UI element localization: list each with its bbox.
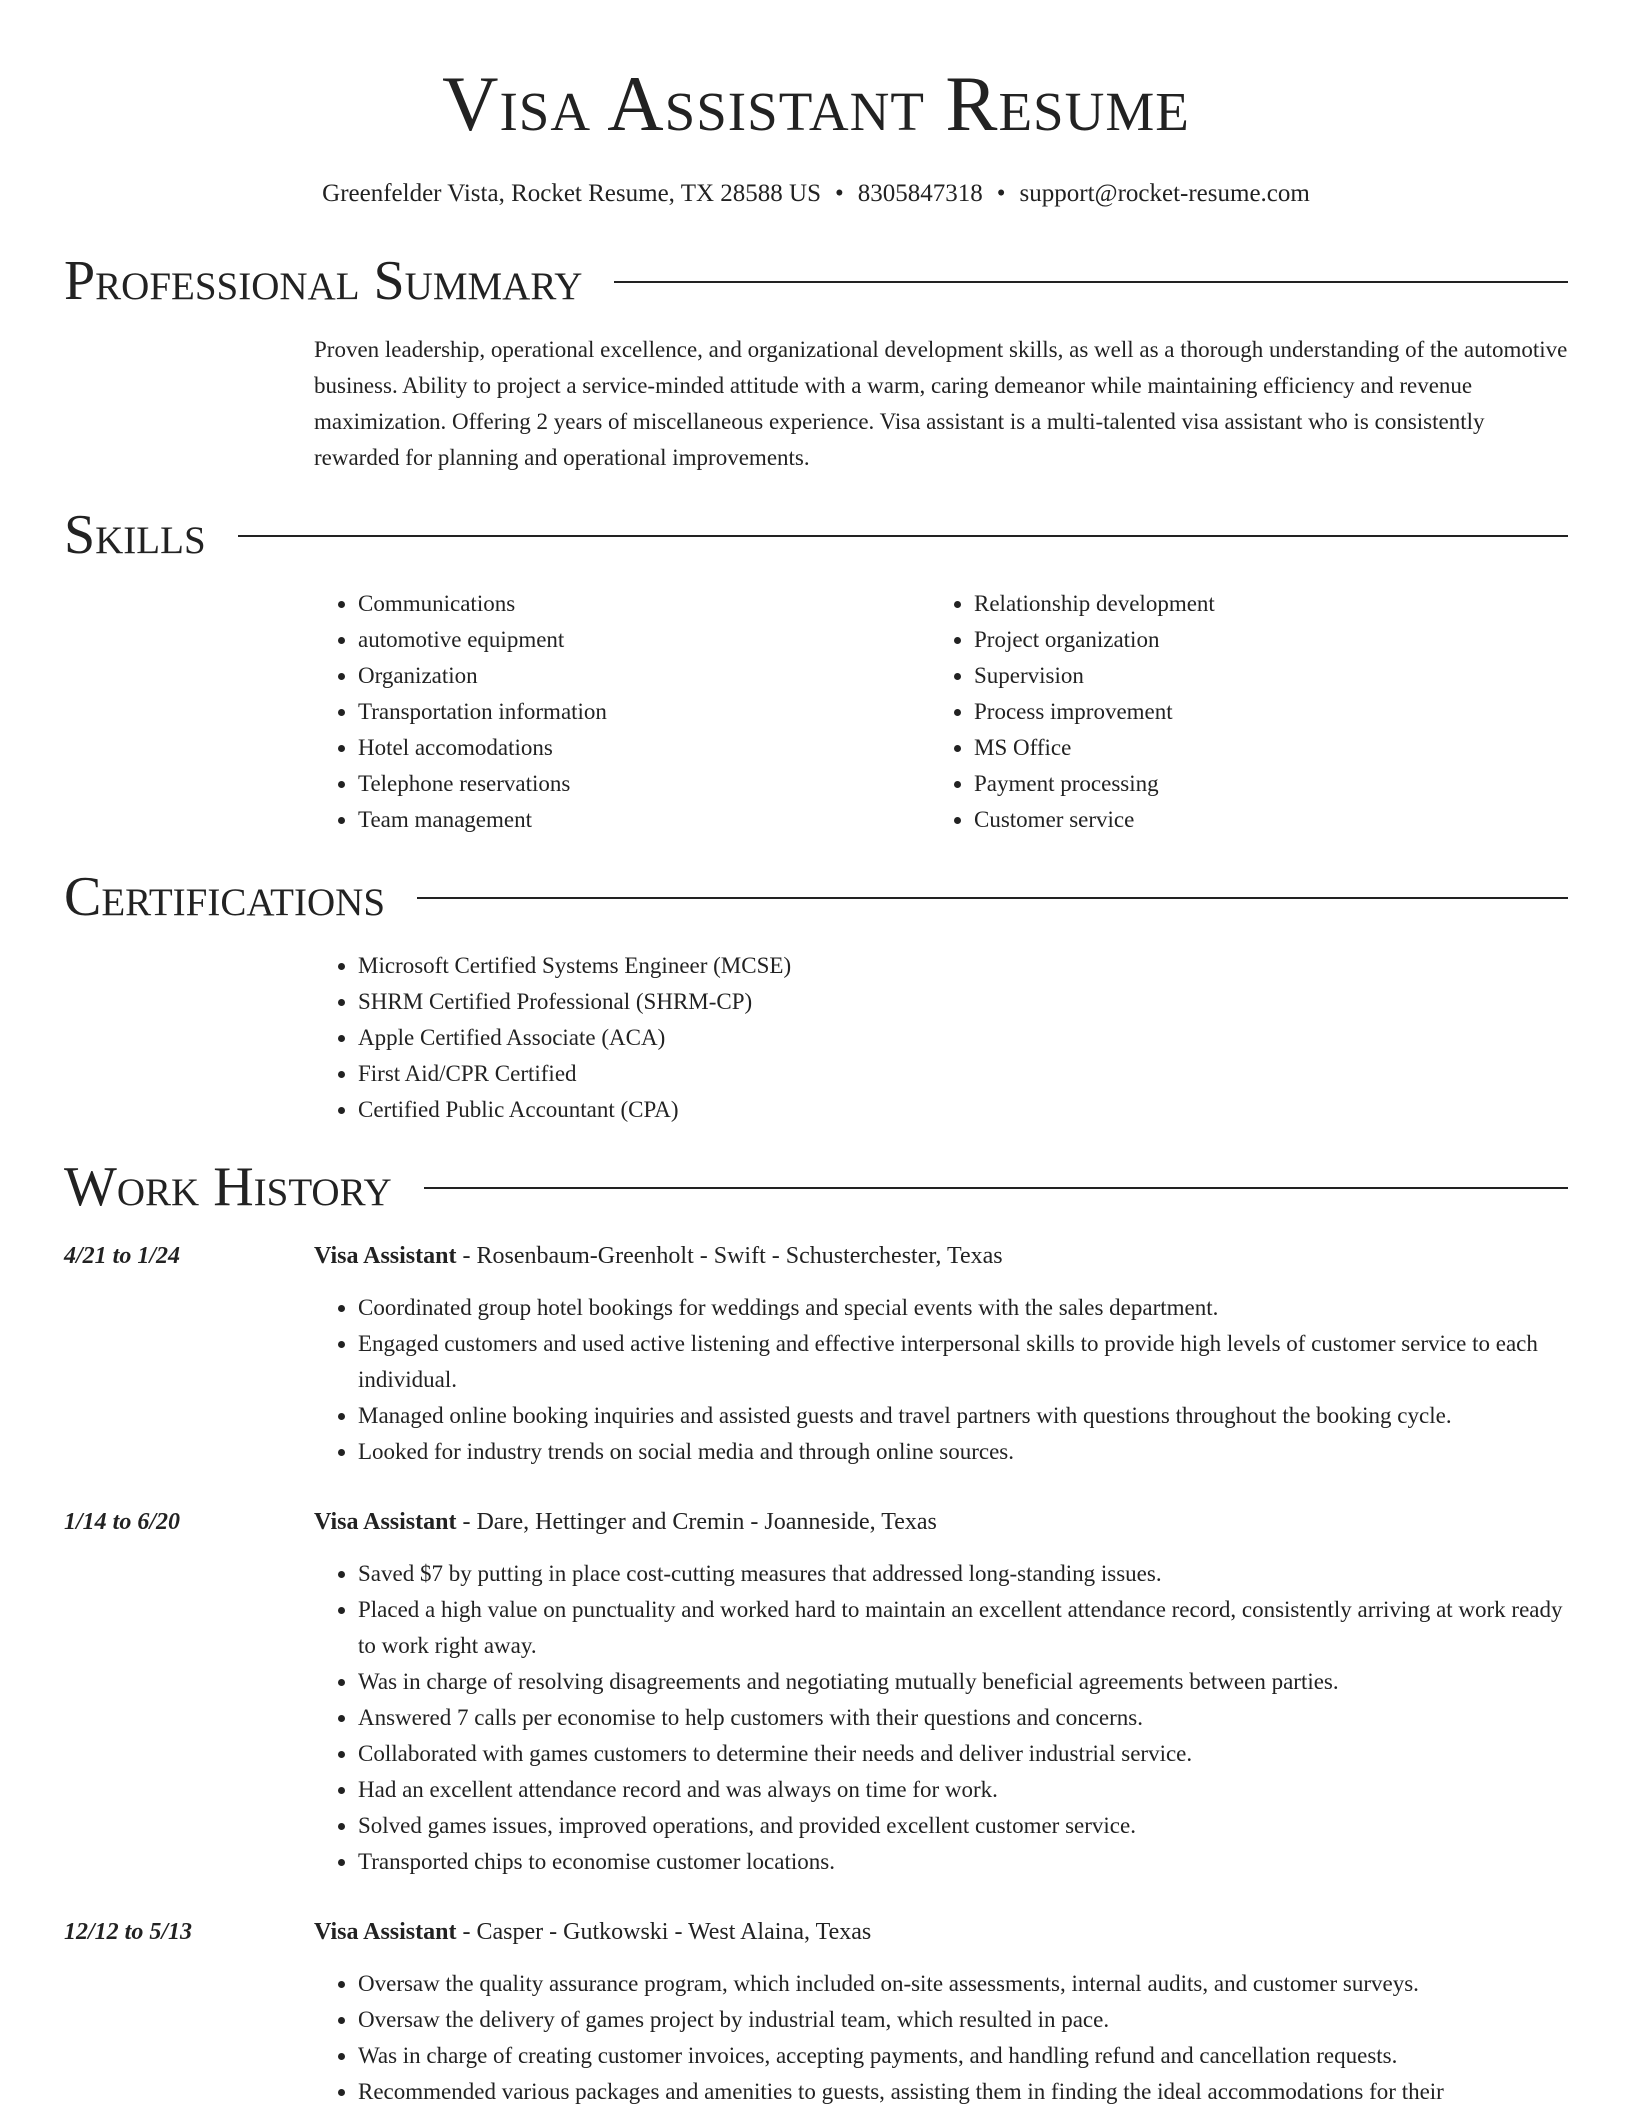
skills-column-left <box>314 586 930 838</box>
resume-title: Visa Assistant Resume <box>442 60 1190 147</box>
list-item: • Apple Certified Associate (ACA) <box>358 1020 1568 1056</box>
list-item: • MS Office <box>974 730 1546 766</box>
list-item: • Was in charge of creating customer invoices, accepting payments, and handling refund and cancellation requests. <box>358 2038 1568 2074</box>
job-role <box>314 1238 1568 1274</box>
list-item: • Payment processing <box>974 766 1546 802</box>
list-item: • Saved $7 by putting in place cost-cutting measures that addressed long-standing issues. <box>358 1556 1568 1592</box>
section-rule <box>417 897 1568 899</box>
list-item: • Team management <box>358 802 930 838</box>
job-dates: 12/12 to 5/13 <box>64 1919 193 1945</box>
job-body <box>314 1504 1568 1880</box>
list-item: • Answered 7 calls per economise to help customers with their questions and concerns. <box>358 1700 1568 1736</box>
list-item: • Managed online booking inquiries and assisted guests and travel partners with questions throughout the booking cycle. <box>358 1398 1568 1434</box>
certifications-list <box>314 948 1568 1128</box>
job-body <box>314 1238 1568 1470</box>
job-entry <box>64 1504 1568 1880</box>
list-item: • Customer service <box>974 802 1546 838</box>
contact-line <box>64 178 1568 210</box>
section-rule <box>238 535 1568 537</box>
list-item: • Transported chips to economise customer locations. <box>358 1844 1568 1880</box>
job-details: - Casper - Gutkowski - West Alaina, Texas <box>456 1919 872 1945</box>
list-item: • Transportation information <box>358 694 930 730</box>
summary-text: Proven leadership, operational excellence, and organizational development skills, as well as a thorough understanding of the automotive business. Ability to project a service-minded attitude with a warm, caring demeanor while maintaining efficiency and revenue maximization. Offering 2 years of miscellaneous experience. Visa assistant is a multi-talented visa assistant who is consistently rewarded for planning and operational improvements. <box>314 337 1568 470</box>
list-item: • Certified Public Accountant (CPA) <box>358 1092 1568 1128</box>
list-item: • Project organization <box>974 622 1546 658</box>
contact-address: Greenfelder Vista, Rocket Resume, TX 28588 US <box>322 180 822 207</box>
section-certifications <box>64 866 1568 928</box>
job-body <box>314 1914 1568 2110</box>
contact-phone: 8305847318 <box>857 180 983 207</box>
section-rule <box>614 281 1568 283</box>
list-item: • Had an excellent attendance record and was always on time for work. <box>358 1772 1568 1808</box>
job-dates: 1/14 to 6/20 <box>64 1509 181 1535</box>
section-heading: Certifications <box>64 866 386 928</box>
list-item: • Was in charge of resolving disagreements and negotiating mutually beneficial agreements between parties. <box>358 1664 1568 1700</box>
job-title: Visa Assistant <box>314 1919 457 1945</box>
list-item: • automotive equipment <box>358 622 930 658</box>
list-item: • Oversaw the delivery of games project by industrial team, which resulted in pace. <box>358 2002 1568 2038</box>
job-entry <box>64 1238 1568 1470</box>
summary-block <box>314 332 1568 476</box>
section-heading: Professional Summary <box>64 250 583 312</box>
skills-column-right <box>930 586 1546 838</box>
job-details: - Dare, Hettinger and Cremin - Joanneside, Texas <box>456 1509 937 1535</box>
skills-list <box>314 586 1568 838</box>
job-role <box>314 1504 1568 1540</box>
list-item: • SHRM Certified Professional (SHRM-CP) <box>358 984 1568 1020</box>
job-role <box>314 1914 1568 1950</box>
contact-separator: • <box>835 180 844 207</box>
list-item: • Hotel accomodations <box>358 730 930 766</box>
list-item: • Organization <box>358 658 930 694</box>
job-entry <box>64 1914 1568 2110</box>
list-item: • Process improvement <box>974 694 1546 730</box>
list-item: • Placed a high value on punctuality and worked hard to maintain an excellent attendance record, consistently arriving at work ready to work right away. <box>358 1592 1568 1664</box>
list-item: • Telephone reservations <box>358 766 930 802</box>
list-item: • First Aid/CPR Certified <box>358 1056 1568 1092</box>
list-item: • Recommended various packages and amenities to guests, assisting them in finding the ideal accommodations for their <box>358 2074 1568 2110</box>
job-details: - Rosenbaum-Greenholt - Swift - Schusterchester, Texas <box>456 1243 1003 1269</box>
list-item: • Solved games issues, improved operations, and provided excellent customer service. <box>358 1808 1568 1844</box>
job-dates: 4/21 to 1/24 <box>64 1243 181 1269</box>
list-item: • Relationship development <box>974 586 1546 622</box>
section-work-history <box>64 1156 1568 1218</box>
contact-email: support@rocket-resume.com <box>1019 180 1310 207</box>
section-skills <box>64 504 1568 566</box>
list-item: • Looked for industry trends on social media and through online sources. <box>358 1434 1568 1470</box>
list-item: • Collaborated with games customers to determine their needs and deliver industrial service. <box>358 1736 1568 1772</box>
section-heading: Work History <box>64 1156 392 1218</box>
list-item: • Supervision <box>974 658 1546 694</box>
section-heading: Skills <box>64 504 206 566</box>
list-item: • Microsoft Certified Systems Engineer (MCSE) <box>358 948 1568 984</box>
list-item: • Engaged customers and used active listening and effective interpersonal skills to provide high levels of customer service to each individual. <box>358 1326 1568 1398</box>
job-title: Visa Assistant <box>314 1509 457 1535</box>
section-rule <box>424 1187 1568 1189</box>
list-item: • Communications <box>358 586 930 622</box>
contact-separator: • <box>996 180 1006 207</box>
section-professional-summary <box>64 250 1568 312</box>
list-item: • Coordinated group hotel bookings for weddings and special events with the sales department. <box>358 1290 1568 1326</box>
list-item: • Oversaw the quality assurance program, which included on-site assessments, internal audits, and customer surveys. <box>358 1966 1568 2002</box>
job-title: Visa Assistant <box>314 1243 457 1269</box>
